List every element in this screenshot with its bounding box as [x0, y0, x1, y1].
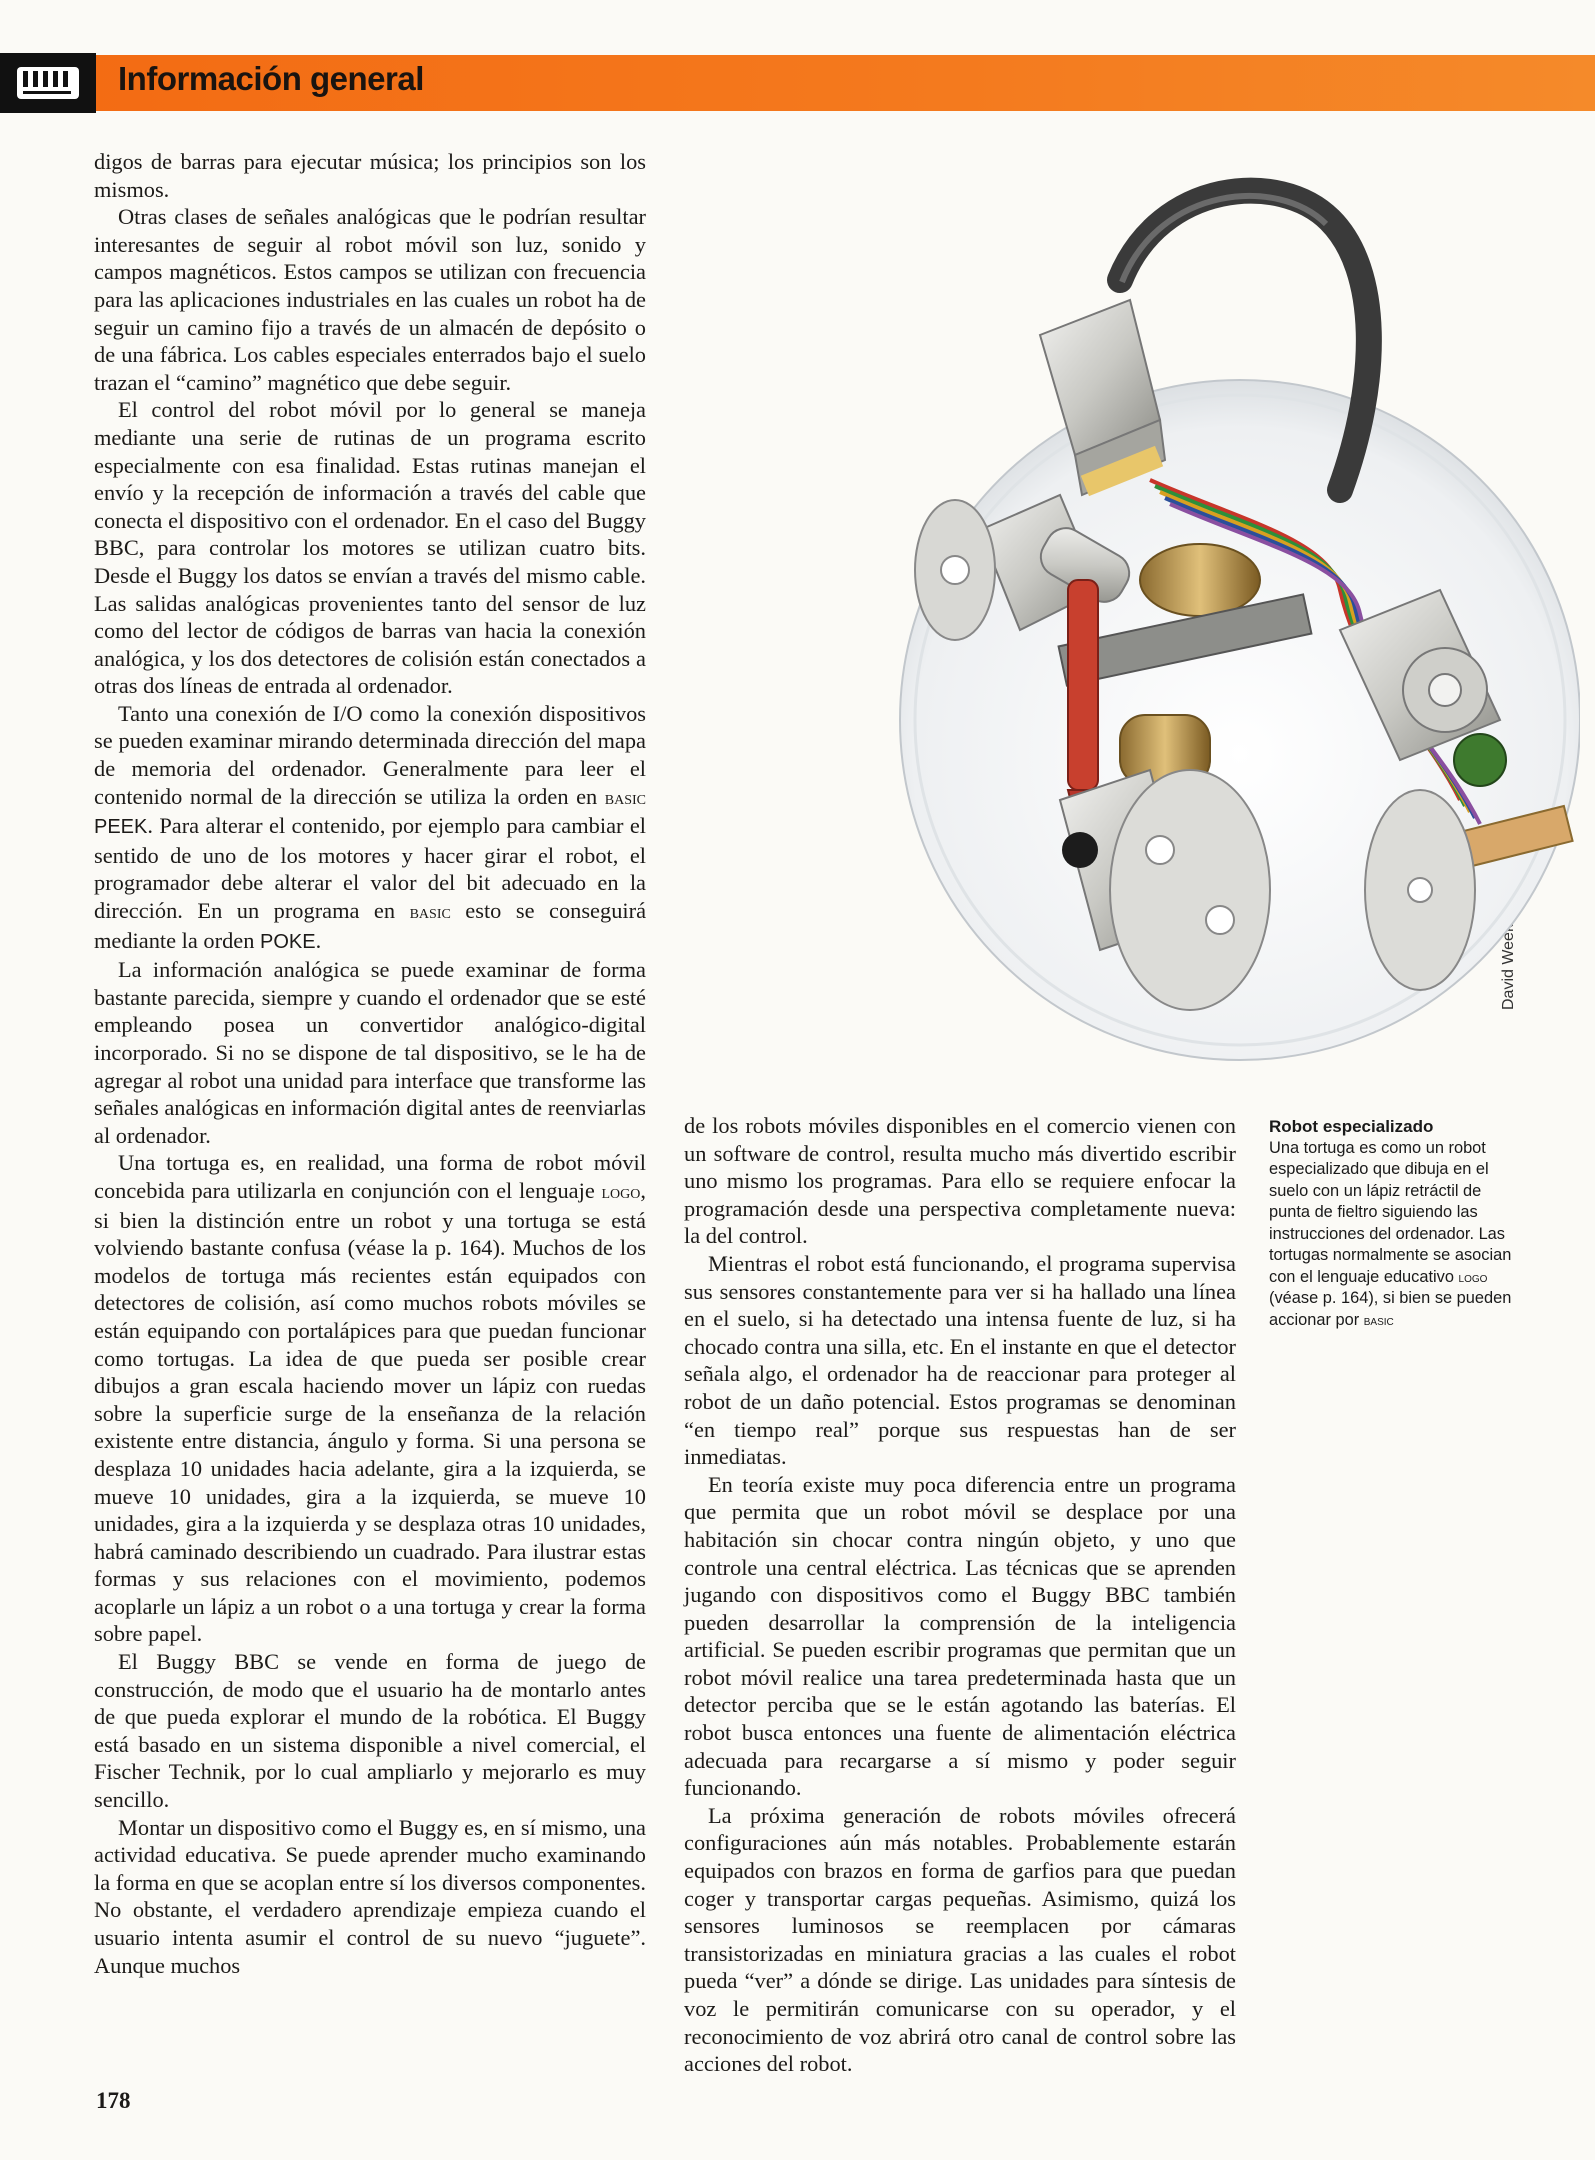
page-number: 178: [96, 2088, 131, 2113]
paragraph: de los robots móviles disponibles en el comercio vienen con un software de control, resulta mucho más divertido escribir uno mismo los programas. Para ello se requiere enfocar la programación desde una perspectiva completamente nueva: la del control.: [684, 1113, 1236, 1249]
paragraph: La información analógica se puede examinar de forma bastante parecida, siempre y cuando el ordenador que se esté empleando posea un convertidor analógico-digital incorporado. Si no se dispone de tal dispositivo, se le ha de agregar al robot una unidad para interface que transforme las señales analógicas en información digital antes de reenviarlas al ordenador.: [94, 957, 646, 1148]
paragraph: digos de barras para ejecutar música; los principios son los mismos.: [94, 149, 646, 202]
paragraph: Una tortuga es, en realidad, una forma de robot móvil concebida para utilizarla en conjunción con el lenguaje logo, si bien la distinción entre un robot y una tortuga se está volviendo bastante confusa (véase la p. 164). Muchos de los modelos de tortuga más recientes están equipados con detectores de colisión, así como muchos robots móviles se están equipando con portalápices para que puedan funcionar como tortugas. La idea de que pueda ser posible crear dibujos a gran escala haciendo mover un lápiz con ruedas sobre la superficie surge de la enseñanza de la relación existente entre distancia, ángulo y forma. Si una persona se desplaza 10 unidades hacia adelante, gira a la izquierda, se mueve 10 unidades, gira a la izquierda, se mueve 10 unidades, gira a la izquierda y se desplaza otras 10 unidades, habrá caminado describiendo un cuadrado. Para ilustrar estas formas y sus relaciones con el movimiento, podemos acoplarle un lápiz a un robot o a una tortuga y crear la forma sobre papel.: [94, 1150, 646, 1647]
turtle-robot-illustration: [860, 160, 1580, 1080]
paragraph: El Buggy BBC se vende en forma de juego de construcción, de modo que el usuario ha de montarlo antes de que pueda explorar el mundo de la robótica. El Buggy está basado en un sistema disponible a nivel comercial, el Fischer Technik, por lo cual ampliarlo y mejorarlo es muy sencillo.: [94, 1649, 646, 1813]
caption-text: Una tortuga es como un robot especializado que dibuja en el suelo con un lápiz retráctil de punta de fieltro siguiendo las instrucciones del ordenador. Las tortugas normalmente se asocian con el lenguaje educativo logo (véase p. 164), si bien se pueden accionar por basic: [1269, 1138, 1512, 1329]
section-title: Información general: [118, 60, 424, 97]
left-column: [94, 148, 646, 1979]
paragraph: La próxima generación de robots móviles ofrecerá configuraciones aún más notables. Probablemente estarán equipados con brazos en forma de garfios para que puedan coger y transportar cargas pequeñas. Asimismo, quizá los sensores luminosos se reemplacen por cámaras transistorizadas en miniatura gracias a las cuales el robot pueda “ver” a dónde se dirige. Las unidades para síntesis de voz le permitirán comunicarse con su operador, y el reconocimiento de voz abrirá otro canal de control sobre las acciones del robot.: [684, 1802, 1236, 2077]
keyboard-icon: [0, 53, 96, 113]
figure-caption: [1269, 1116, 1513, 1331]
caption-title: Robot especializado: [1269, 1117, 1434, 1136]
illustration-credit: David Weeks: [1500, 916, 1517, 1010]
paragraph: Montar un dispositivo como el Buggy es, en sí mismo, una actividad educativa. Se puede aprender mucho examinando la forma en que se acoplan entre sí los diversos componentes. No obstante, el verdadero aprendizaje empieza cuando el usuario intenta asumir el control de su nuevo “juguete”. Aunque muchos: [94, 1814, 646, 1978]
paragraph: En teoría existe muy poca diferencia entre un programa que permita que un robot móvil se desplace por una habitación sin chocar contra ningún objeto, y uno que controle una central eléctrica. Las técnicas que se aprenden jugando con dispositivos como el Buggy BBC también pueden desarrollar la comprensión de la inteligencia artificial. Se pueden escribir programas que permitan que un robot móvil realice una tarea predeterminada hasta que un detector perciba que se le están agotando las baterías. El robot busca entonces una fuente de alimentación eléctrica adecuada para recargarse a sí mismo y poder seguir funcionando.: [684, 1471, 1236, 1801]
paragraph: Mientras el robot está funcionando, el programa supervisa sus sensores constantemente para ver si ha hallado una línea en el suelo, si ha detectado una intensa fuente de luz, si ha chocado contra una silla, etc. En el instante en que el detector señala algo, el ordenador ha de reaccionar para proteger al robot de un daño potencial. Estos programas se denominan “en tiempo real” porque sus respuestas han de ser inmediatas.: [684, 1250, 1236, 1470]
paragraph: Otras clases de señales analógicas que le podrían resultar interesantes de seguir al robot móvil son luz, sonido y campos magnéticos. Estos campos se utilizan con frecuencia para las aplicaciones industriales en las cuales un robot ha de seguir un camino fijo a través de un almacén de depósito o de una fábrica. Los cables especiales enterrados bajo el suelo trazan el “camino” magnético que debe seguir.: [94, 204, 646, 395]
paragraph: El control del robot móvil por lo general se maneja mediante una serie de rutinas de un programa escrito especialmente con esa finalidad. Estas rutinas manejan el envío y la recepción de información a través del cable que conecta el dispositivo con el ordenador. En el caso del Buggy BBC, para controlar los motores se utilizan cuatro bits. Desde el Buggy los datos se envían a través del mismo cable. Las salidas analógicas provenientes tanto del sensor de luz como del lector de códigos de barras van hacia la conexión analógica, y los dos detectores de colisión están conectados a otras dos líneas de entrada al ordenador.: [94, 397, 646, 699]
paragraph: Tanto una conexión de I/O como la conexión dispositivos se pueden examinar mirando determinada dirección del mapa de memoria del ordenador. Generalmente para leer el contenido normal de la dirección se utiliza la orden en basic PEEK. Para alterar el contenido, por ejemplo para cambiar el sentido de uno de los motores y hacer girar el robot, el programador debe alterar el valor del bit adecuado en la dirección. En un programa en basic esto se conseguirá mediante la orden POKE.: [94, 700, 647, 953]
middle-column: [684, 1112, 1236, 2078]
